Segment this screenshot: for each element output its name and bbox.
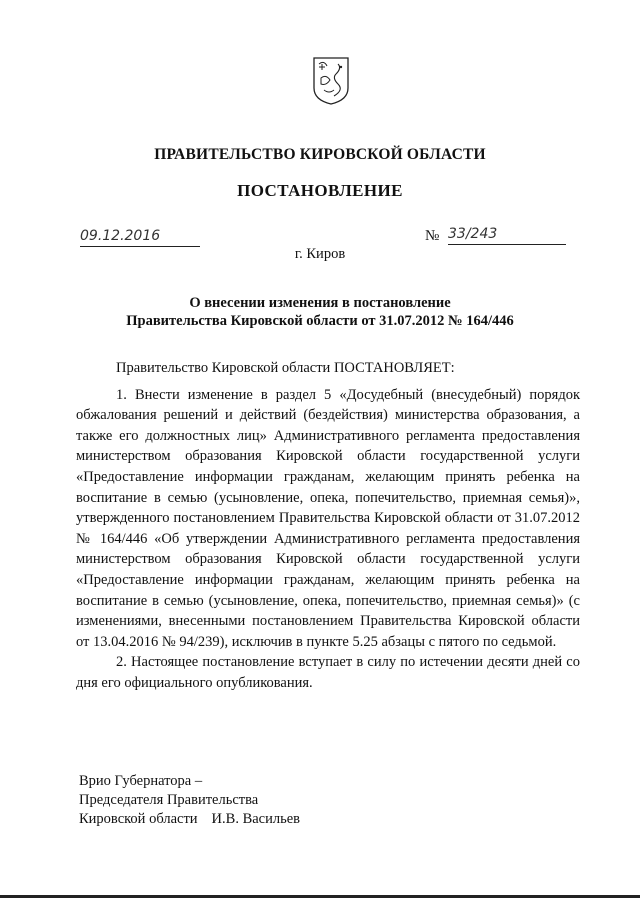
city: г. Киров [294, 246, 346, 262]
title-line-1: О внесении изменения в постановление [189, 295, 451, 311]
signature-line-2: Председателя Правительства [79, 792, 259, 808]
document-number: 33/243 [448, 226, 566, 245]
coat-of-arms-emblem [312, 56, 350, 106]
signature-line-3 [79, 810, 300, 829]
paragraph-1: 1. Внести изменение в раздел 5 «Досудебный (внесудебный) порядок обжалования решений и действий (бездействия) министерства образования, а также его должностных лиц» Административного регламента предоставления министерством образования Кировской области государственной услуги «Предоставление информации гражданам, желающим принять ребенка на воспитание в семью (усыновление, опека, попечительство, приемная семья)», утвержденного постановлением Правительства Кировской области от 31.07.2012 № 164/446 «Об утверждении Административного регламента предоставления министерством образования Кировской области государственной услуги «Предоставление информации гражданам, желающим принять ребенка на воспитание в семью (усыновление, опека, попечительство, приемная семья)» (с изменениями, внесенными постановлением Правительства Кировской области от 13.04.2016 № 94/239), исключив в пункте 5.25 абзацы с пятого по седьмой. [76, 386, 580, 650]
document-date: 09.12.2016 [80, 228, 200, 247]
signature-line-1: Врио Губернатора – [79, 773, 203, 789]
bottom-border [0, 895, 640, 898]
document-body [76, 358, 580, 694]
signature-region: Кировской области [79, 811, 198, 827]
signature-block [79, 772, 300, 829]
resolution-lead: Правительство Кировской области ПОСТАНОВЛЯЕТ: [116, 360, 455, 376]
organization-heading: ПРАВИТЕЛЬСТВО КИРОВСКОЙ ОБЛАСТИ [154, 146, 486, 163]
document-type-heading: ПОСТАНОВЛЕНИЕ [237, 181, 403, 200]
document-title [0, 294, 640, 330]
number-label: № [425, 228, 440, 244]
signatory-name: И.В. Васильев [211, 811, 300, 827]
title-line-2: Правительства Кировской области от 31.07.2012 № 164/446 [126, 313, 514, 329]
paragraph-2: 2. Настоящее постановление вступает в силу по истечении десяти дней со дня его официального опубликования. [76, 654, 580, 691]
